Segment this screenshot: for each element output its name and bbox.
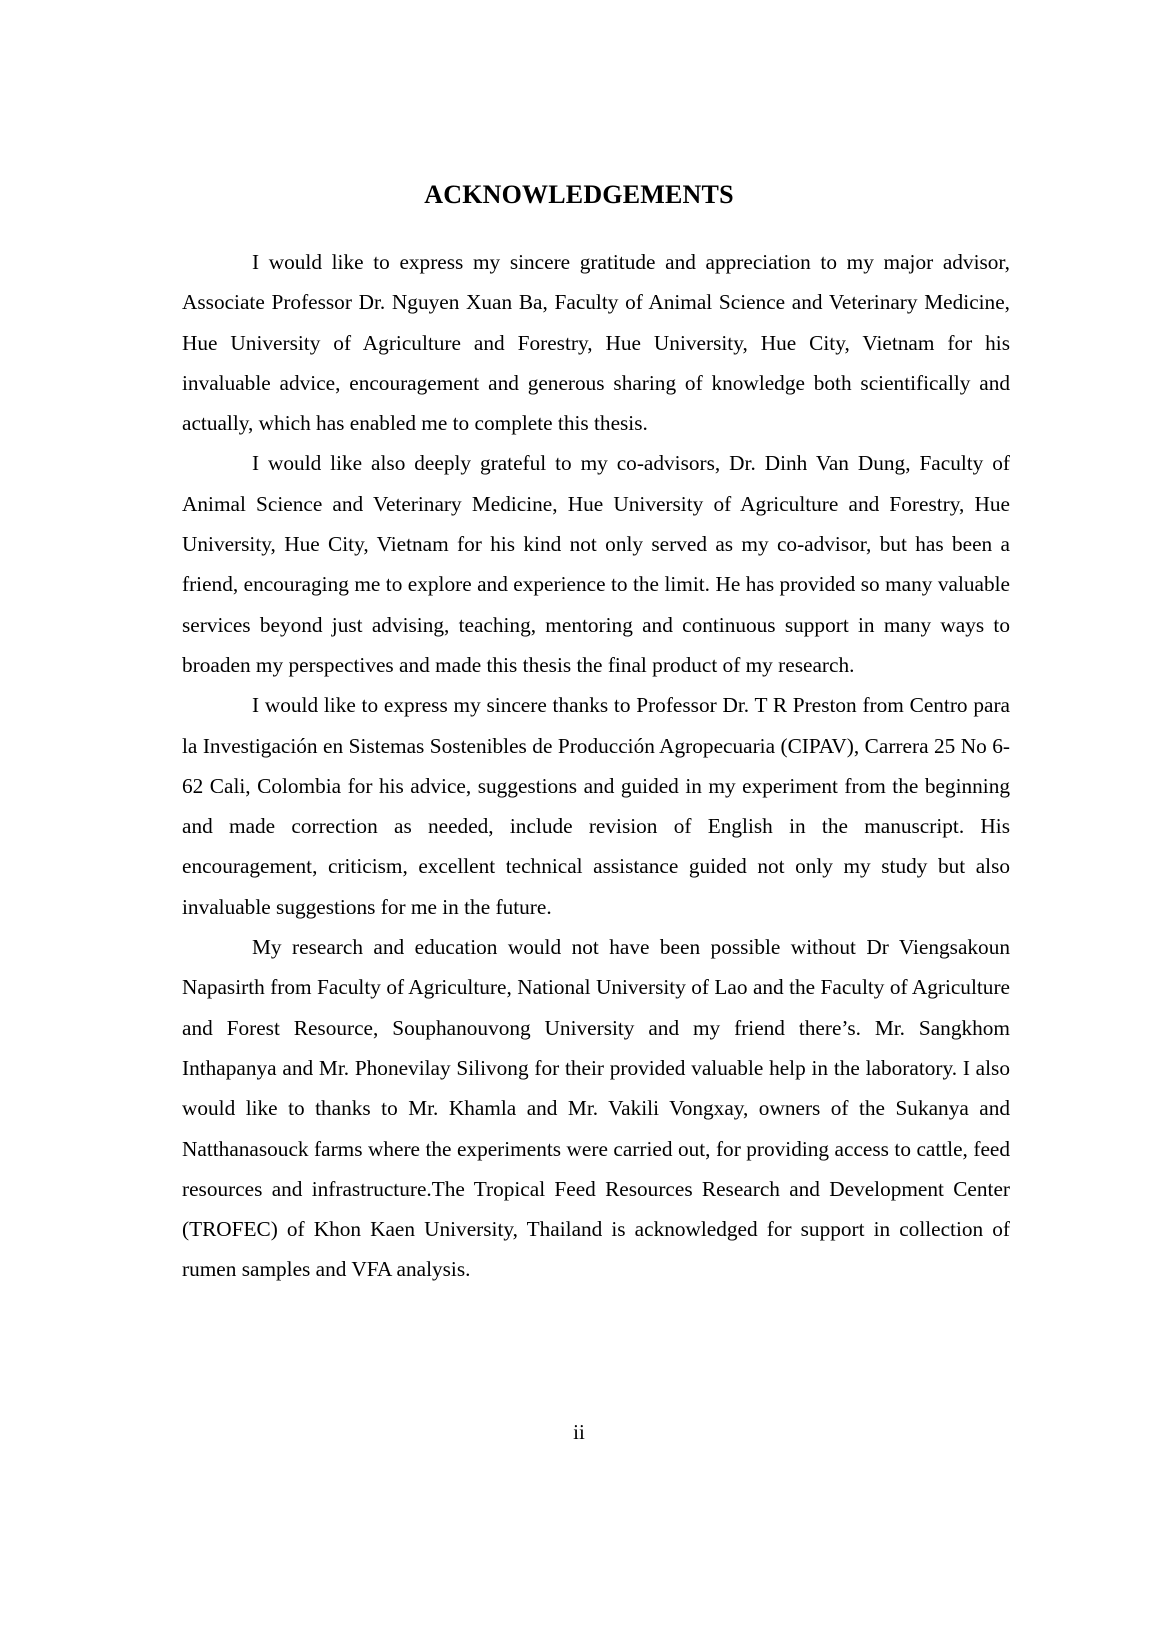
page-title: ACKNOWLEDGEMENTS (424, 180, 734, 209)
paragraph-preston: I would like to express my sincere thanks to Professor Dr. T R Preston from Centro para la Investigación en Sistemas Sostenibles de Producción Agropecuaria (CIPAV), Carrera 25 No 6-62 Cali, Colombia for his advice, suggestions and guided in my experiment from the beginning and made correction as needed, include revision of English in the manuscript. His encouragement, criticism, excellent technical assistance guided not only my study but also invaluable suggestions for me in the future. (182, 693, 1010, 919)
paragraph-research-support: My research and education would not have been possible without Dr Viengsakoun Napasirth from Faculty of Agriculture, National University of Lao and the Faculty of Agriculture and Forest Resource, Souphanouvong University and my friend there’s. Mr. Sangkhom Inthapanya and Mr. Phonevilay Silivong for their provided valuable help in the laboratory. I also would like to thanks to Mr. Khamla and Mr. Vakili Vongxay, owners of the Sukanya and Natthanasouck farms where the experiments were carried out, for providing access to cattle, feed resources and infrastructure.The Tropical Feed Resources Research and Development Center (TROFEC) of Khon Kaen University, Thailand is acknowledged for support in collection of rumen samples and VFA analysis. (182, 935, 1010, 1282)
page-number: ii (573, 1420, 585, 1444)
acknowledgements-body (182, 242, 1010, 1290)
paragraph-co-advisor: I would like also deeply grateful to my co-advisors, Dr. Dinh Van Dung, Faculty of Animal Science and Veterinary Medicine, Hue University of Agriculture and Forestry, Hue University, Hue City, Vietnam for his kind not only served as my co-advisor, but has been a friend, encouraging me to explore and experience to the limit. He has provided so many valuable services beyond just advising, teaching, mentoring and continuous support in many ways to broaden my perspectives and made this thesis the final product of my research. (182, 451, 1010, 677)
paragraph-major-advisor: I would like to express my sincere gratitude and appreciation to my major advisor, Associate Professor Dr. Nguyen Xuan Ba, Faculty of Animal Science and Veterinary Medicine, Hue University of Agriculture and Forestry, Hue University, Hue City, Vietnam for his invaluable advice, encouragement and generous sharing of knowledge both scientifically and actually, which has enabled me to complete this thesis. (182, 250, 1010, 436)
